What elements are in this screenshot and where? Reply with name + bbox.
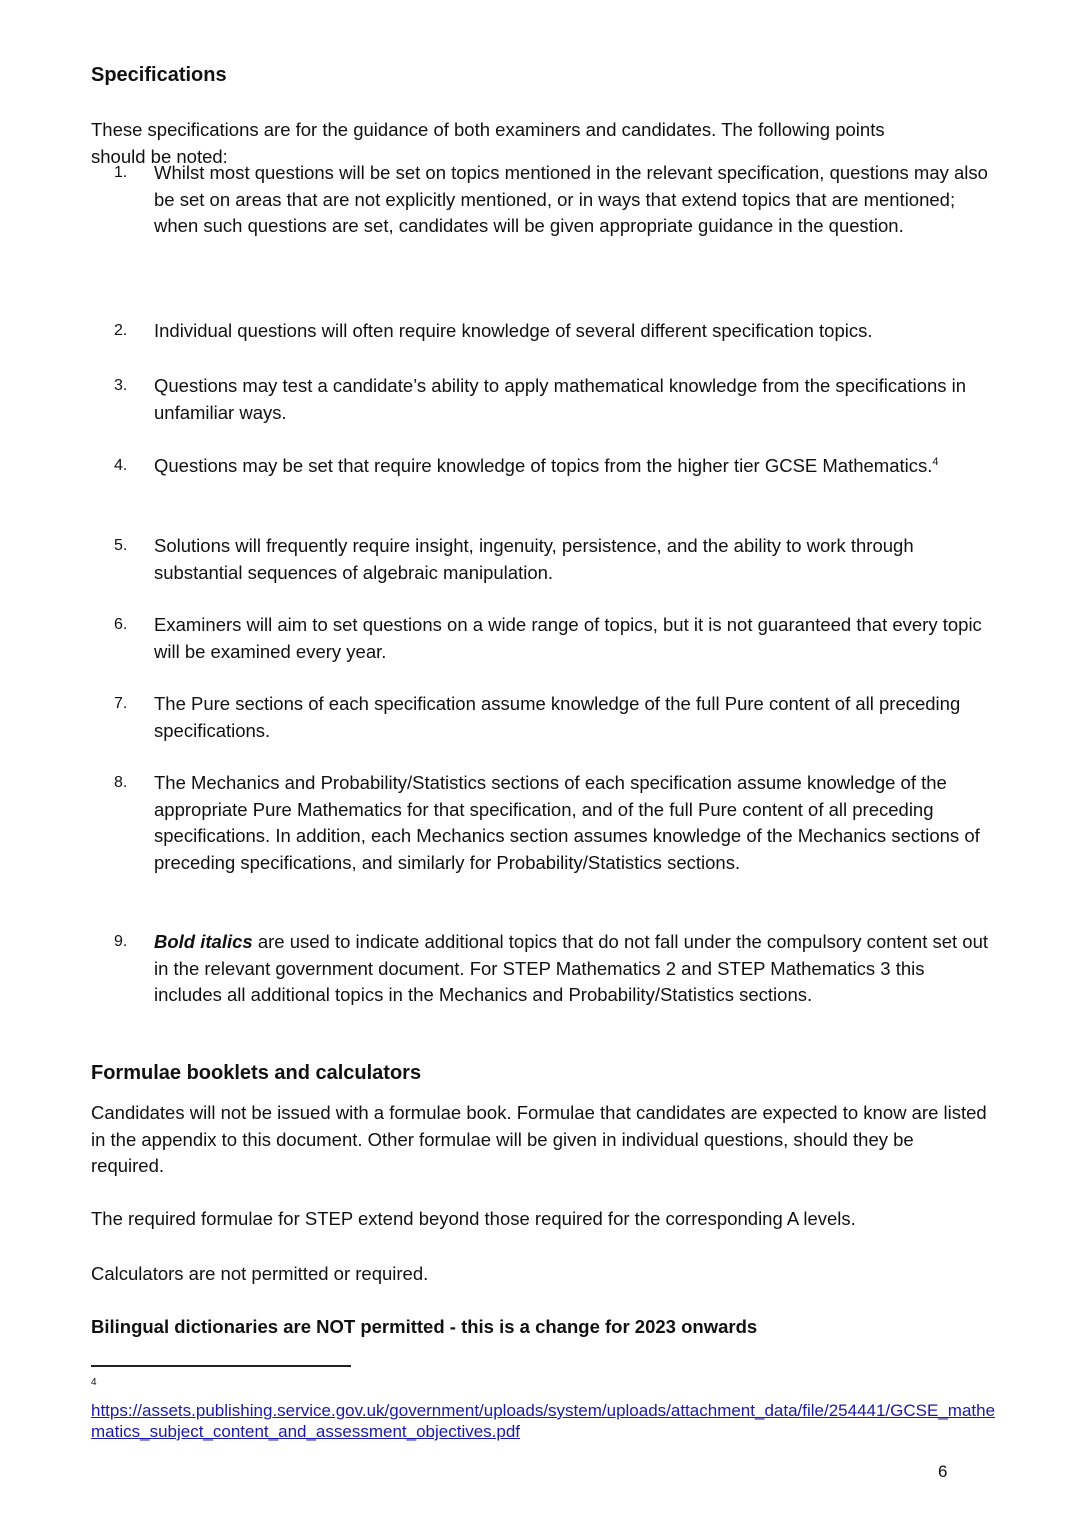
- footnote-marker: 4: [91, 1377, 97, 1388]
- footnote-link[interactable]: https://assets.publishing.service.gov.uk/government/uploads/system/uploads/attachment_data/file/254441/GCSE_mathematics_subject_content_and_assessment_objectives.pdf: [91, 1401, 996, 1441]
- list-item-text: Solutions will frequently require insight, ingenuity, persistence, and the ability to work through substantial sequences of algebraic manipulation.: [154, 535, 914, 583]
- list-item-text: [154, 453, 994, 480]
- calculators-paragraph: Calculators are not permitted or required.: [91, 1263, 429, 1284]
- list-item-number: 5.: [114, 537, 128, 554]
- list-item-number: 6.: [114, 616, 128, 633]
- list-item-text: The Pure sections of each specification assume knowledge of the full Pure content of all preceding specifications.: [154, 693, 961, 741]
- list-item-number: 2.: [114, 322, 128, 339]
- specifications-heading: Specifications: [91, 64, 227, 86]
- page-number: 6: [938, 1462, 948, 1481]
- list-item-number: 1.: [114, 164, 128, 181]
- dictionaries-notice: Bilingual dictionaries are NOT permitted - this is a change for 2023 onwards: [91, 1316, 758, 1337]
- list-item-text: Examiners will aim to set questions on a wide range of topics, but it is not guaranteed that every topic will be examined every year.: [154, 614, 982, 662]
- intro-line-2: should be noted:: [91, 145, 228, 167]
- list-item-text: Questions may test a candidate’s ability to apply mathematical knowledge from the specifications in unfamiliar ways.: [154, 375, 967, 423]
- list-item-text: [154, 929, 994, 1009]
- list-item-text-body: are used to indicate additional topics that do not fall under the compulsory content set out in the relevant government document. For STEP Mathematics 2 and STEP Mathematics 3 this includes all additional topics in the Mechanics and Probability/Statistics sections.: [154, 931, 989, 1005]
- list-item-text: Whilst most questions will be set on topics mentioned in the relevant specification, questions may also be set on areas that are not explicitly mentioned, or in ways that extend topics that are mentioned; when such questions are set, candidates will be given appropriate guidance in the question.: [154, 162, 988, 236]
- list-item-text-body: Questions may be set that require knowledge of topics from the higher tier GCSE Mathematics.: [154, 455, 933, 476]
- list-item-number: 9.: [114, 933, 128, 950]
- formulae-paragraph: Candidates will not be issued with a formulae book. Formulae that candidates are expected to know are listed in the appendix to this document. Other formulae will be given in individual questions, should they be required.: [91, 1102, 987, 1176]
- formulae-heading: Formulae booklets and calculators: [91, 1062, 422, 1084]
- intro-line-1: These specifications are for the guidance of both examiners and candidates. The following points: [91, 119, 885, 140]
- list-item-text: The Mechanics and Probability/Statistics sections of each specification assume knowledge of the appropriate Pure Mathematics for that specification, and of the full Pure content of all preceding specifications. In addition, each Mechanics section assumes knowledge of the Mechanics sections of preceding specifications, and similarly for Probability/Statistics sections.: [154, 772, 980, 873]
- footnote-reference[interactable]: 4: [932, 455, 939, 468]
- formulae-requirements-paragraph: The required formulae for STEP extend beyond those required for the corresponding A levels.: [91, 1208, 856, 1229]
- list-item-text: Individual questions will often require knowledge of several different specification topics.: [154, 320, 873, 341]
- list-item-number: 8.: [114, 774, 128, 791]
- bold-italics-emphasis: Bold italics: [154, 931, 253, 952]
- list-item-number: 4.: [114, 457, 128, 474]
- footnote-divider: [91, 1365, 351, 1367]
- list-item-number: 3.: [114, 377, 128, 394]
- list-item-number: 7.: [114, 695, 128, 712]
